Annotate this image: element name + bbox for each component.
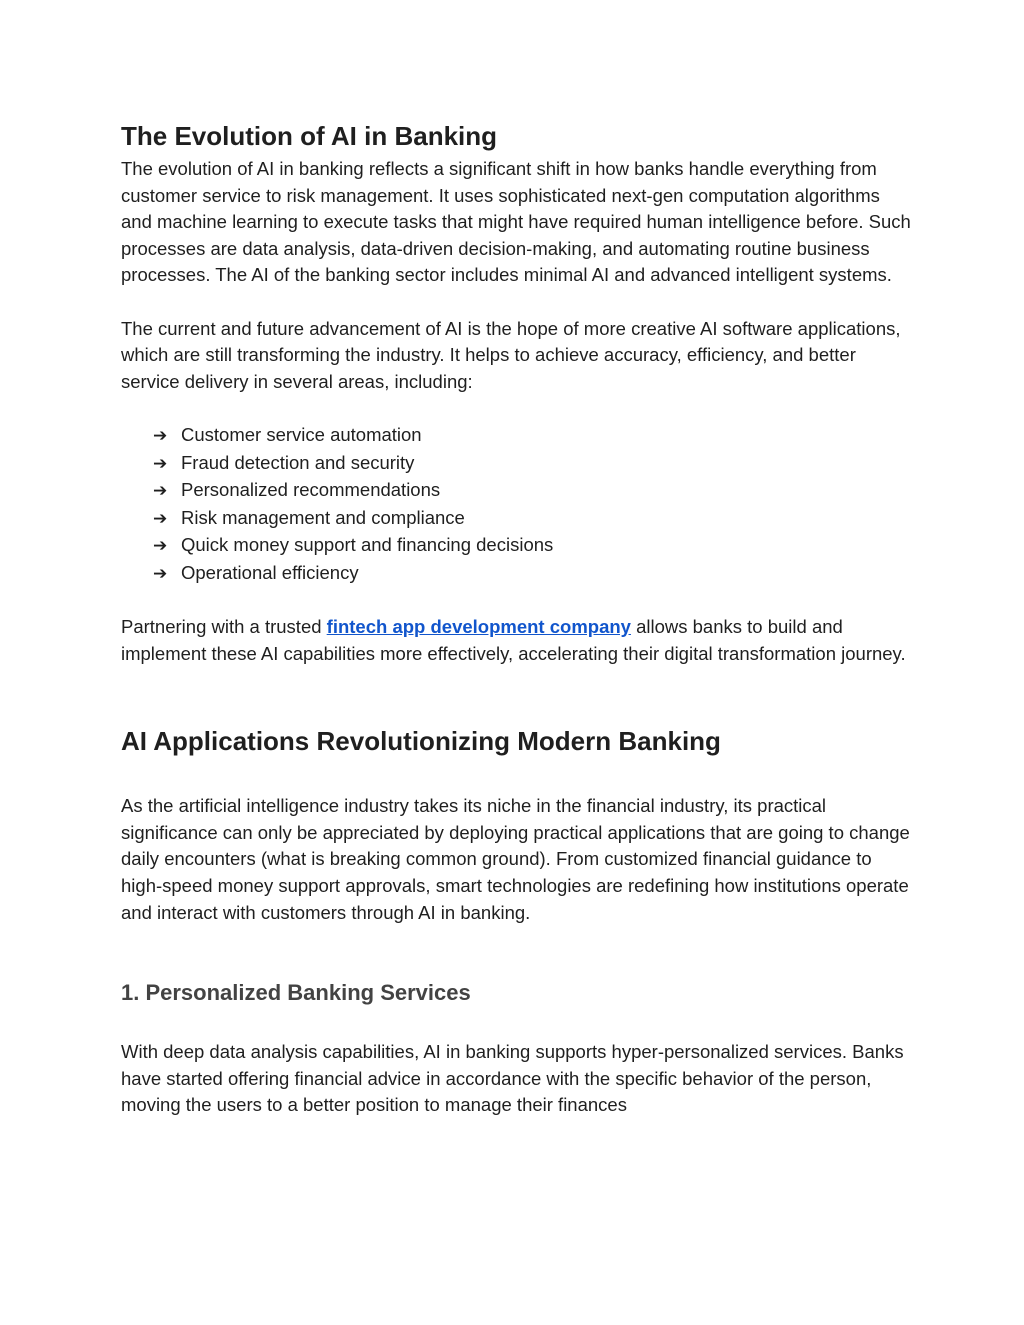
- fintech-company-link[interactable]: fintech app development company: [326, 616, 631, 638]
- list-item: [153, 450, 911, 478]
- list-item-text: Operational efficiency: [181, 561, 359, 583]
- document-body: [121, 116, 911, 1119]
- list-item: [153, 560, 911, 588]
- paragraph-personalized-banking: With deep data analysis capabilities, AI in banking supports hyper-personalized services. Banks have started offering financial advice in accordance with the specific behavior of the person, moving the users to a better position to manage their finances: [121, 1041, 904, 1116]
- list-item-text: Fraud detection and security: [181, 451, 415, 473]
- paragraph-evolution-intro: The evolution of AI in banking reflects a significant shift in how banks handle everything from customer service to risk management. It uses sophisticated next-gen computation algorithms and machine learning to execute tasks that might have required human intelligence before. Such processes are data analysis, data-driven decision-making, and automating routine business processes. The AI of the banking sector includes minimal AI and advanced intelligent systems.: [121, 158, 911, 286]
- paragraph-ai-applications: As the artificial intelligence industry takes its niche in the financial industry, its practical significance can only be appreciated by deploying practical applications that are going to change daily encounters (what is breaking common ground). From customized financial guidance to high-speed money support approvals, smart technologies are redefining how institutions operate and interact with customers through AI in banking.: [121, 795, 910, 923]
- partnering-text-after: allows banks to build and implement these AI capabilities more effectively, accelerating their digital transformation journey.: [121, 616, 906, 664]
- list-item: [153, 477, 911, 505]
- heading-ai-applications: AI Applications Revolutionizing Modern Banking: [121, 726, 721, 757]
- arrow-bullet-icon: ➔: [153, 425, 168, 446]
- arrow-bullet-icon: ➔: [153, 536, 168, 557]
- list-item-text: Personalized recommendations: [181, 479, 441, 501]
- arrow-bullet-icon: ➔: [153, 563, 168, 584]
- list-item: [153, 422, 911, 450]
- list-item-text: Risk management and compliance: [181, 506, 465, 528]
- heading-evolution-of-ai: The Evolution of AI in Banking: [121, 121, 498, 151]
- arrow-bullet-icon: ➔: [153, 453, 168, 474]
- heading-personalized-banking: 1. Personalized Banking Services: [121, 980, 471, 1006]
- arrow-bullet-icon: ➔: [153, 508, 168, 529]
- partnering-text-before: Partnering with a trusted: [121, 616, 327, 638]
- arrow-bullet-icon: ➔: [153, 481, 168, 502]
- list-item-text: Quick money support and financing decisions: [181, 534, 554, 556]
- paragraph-current-future: The current and future advancement of AI is the hope of more creative AI software applications, which are still transforming the industry. It helps to achieve accuracy, efficiency, and better service delivery in several areas, including:: [121, 317, 901, 392]
- paragraph-partnering: [121, 614, 911, 667]
- list-item: [153, 532, 911, 560]
- list-item-text: Customer service automation: [181, 423, 422, 445]
- list-item: [153, 505, 911, 533]
- areas-list: [121, 422, 911, 588]
